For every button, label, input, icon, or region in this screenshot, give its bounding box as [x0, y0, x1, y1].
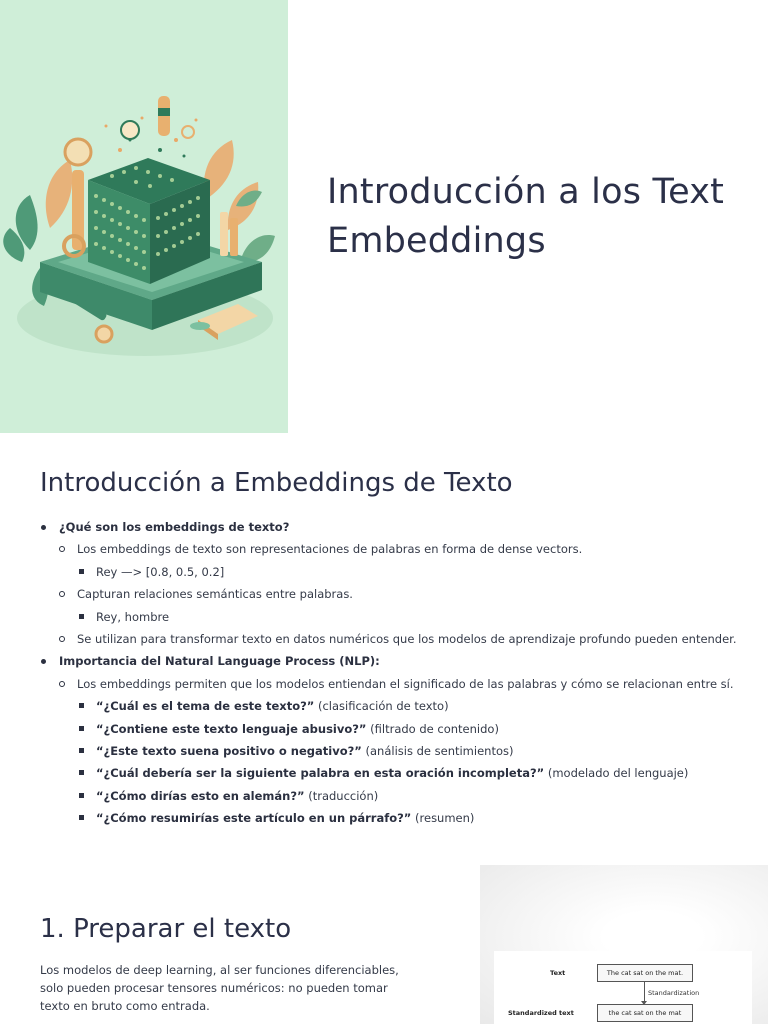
bullet-item-level-1 [59, 519, 289, 535]
bullet-text: Rey, hombre [96, 610, 170, 624]
bullet-marker [59, 546, 65, 552]
slide-body-text: Los modelos de deep learning, al ser funciones diferenciables, solo pueden procesar tensores numéricos: no pueden tomar texto en bruto como entrada. [40, 963, 399, 1013]
slide-title: 1. Preparar el texto [40, 914, 292, 944]
bullet-bold-text: “¿Contiene este texto lenguaje abusivo?” [96, 722, 367, 736]
bullet-marker [59, 636, 65, 642]
bullet-text: (clasificación de texto) [314, 699, 449, 713]
bullet-marker [79, 703, 84, 708]
bullet-item-level-2 [77, 541, 582, 557]
bullet-item-level-3 [96, 743, 513, 759]
bullet-item-level-2 [77, 631, 737, 647]
bullet-item-level-3 [96, 765, 688, 781]
bullet-marker [79, 614, 84, 619]
intro-slide [0, 433, 768, 865]
bullet-marker [79, 569, 84, 574]
bullet-marker [41, 659, 46, 664]
diagram-box-standardized-text: the cat sat on the mat [597, 1004, 693, 1022]
bullet-marker [79, 815, 84, 820]
diagram-label-standardized: Standardized text [508, 1009, 574, 1017]
embeddings-illustration [0, 0, 288, 433]
title-line-1: Introducción a los Text [327, 172, 725, 212]
bullet-text: (resumen) [411, 811, 475, 825]
bullet-item-level-3 [96, 564, 224, 580]
bullet-bold-text: ¿Qué son los embeddings de texto? [59, 520, 290, 534]
bullet-marker [59, 681, 65, 687]
bullet-marker [79, 770, 84, 775]
diagram-box-raw-text: The cat sat on the mat. [597, 964, 693, 982]
title-slide [0, 0, 768, 433]
bullet-marker [79, 793, 84, 798]
presentation-title [327, 168, 747, 266]
bullet-bold-text: “¿Cuál es el tema de este texto?” [96, 699, 315, 713]
bullet-bold-text: “¿Cómo dirías esto en alemán?” [96, 789, 305, 803]
bullet-item-level-3 [96, 788, 378, 804]
isometric-data-cube-illustration [0, 0, 288, 433]
diagram-arrow [644, 981, 645, 1003]
bullet-bold-text: Importancia del Natural Language Process (NLP): [59, 654, 380, 668]
bullet-text: (traducción) [304, 789, 379, 803]
diagram-step-standardization: Standardization [648, 989, 700, 997]
bullet-bold-text: “¿Este texto suena positivo o negativo?” [96, 744, 362, 758]
prepare-text-slide [0, 865, 768, 1024]
preprocessing-figure [480, 865, 768, 1024]
text-preprocessing-diagram [494, 951, 752, 1024]
bullet-text: (análisis de sentimientos) [361, 744, 514, 758]
title-line-2: Embeddings [327, 221, 546, 261]
bullet-bold-text: “¿Cómo resumirías este artículo en un párrafo?” [96, 811, 412, 825]
bullet-marker [59, 591, 65, 597]
bullet-item-level-2 [77, 676, 734, 692]
bullet-marker [79, 726, 84, 731]
slide-title: Introducción a Embeddings de Texto [40, 468, 513, 498]
bullet-text: Los embeddings de texto son representaciones de palabras en forma de dense vectors. [77, 542, 583, 556]
bullet-item-level-3 [96, 609, 169, 625]
bullet-item-level-2 [77, 586, 353, 602]
bullet-text: (filtrado de contenido) [366, 722, 499, 736]
bullet-item-level-1 [59, 653, 380, 669]
bullet-bold-text: “¿Cuál debería ser la siguiente palabra en esta oración incompleta?” [96, 766, 545, 780]
bullet-item-level-3 [96, 721, 499, 737]
bullet-marker [79, 748, 84, 753]
bullet-text: Se utilizan para transformar texto en datos numéricos que los modelos de aprendizaje profundo pueden entender. [77, 632, 737, 646]
bullet-text: Los embeddings permiten que los modelos entiendan el significado de las palabras y cómo se relacionan entre sí. [77, 677, 734, 691]
bullet-text: Capturan relaciones semánticas entre palabras. [77, 587, 353, 601]
bullet-text: Rey —> [0.8, 0.5, 0.2] [96, 565, 225, 579]
diagram-label-text: Text [550, 969, 566, 977]
bullet-text: (modelado del lenguaje) [544, 766, 689, 780]
bullet-item-level-3 [96, 810, 474, 826]
bullet-item-level-3 [96, 698, 449, 714]
bullet-marker [41, 525, 46, 530]
